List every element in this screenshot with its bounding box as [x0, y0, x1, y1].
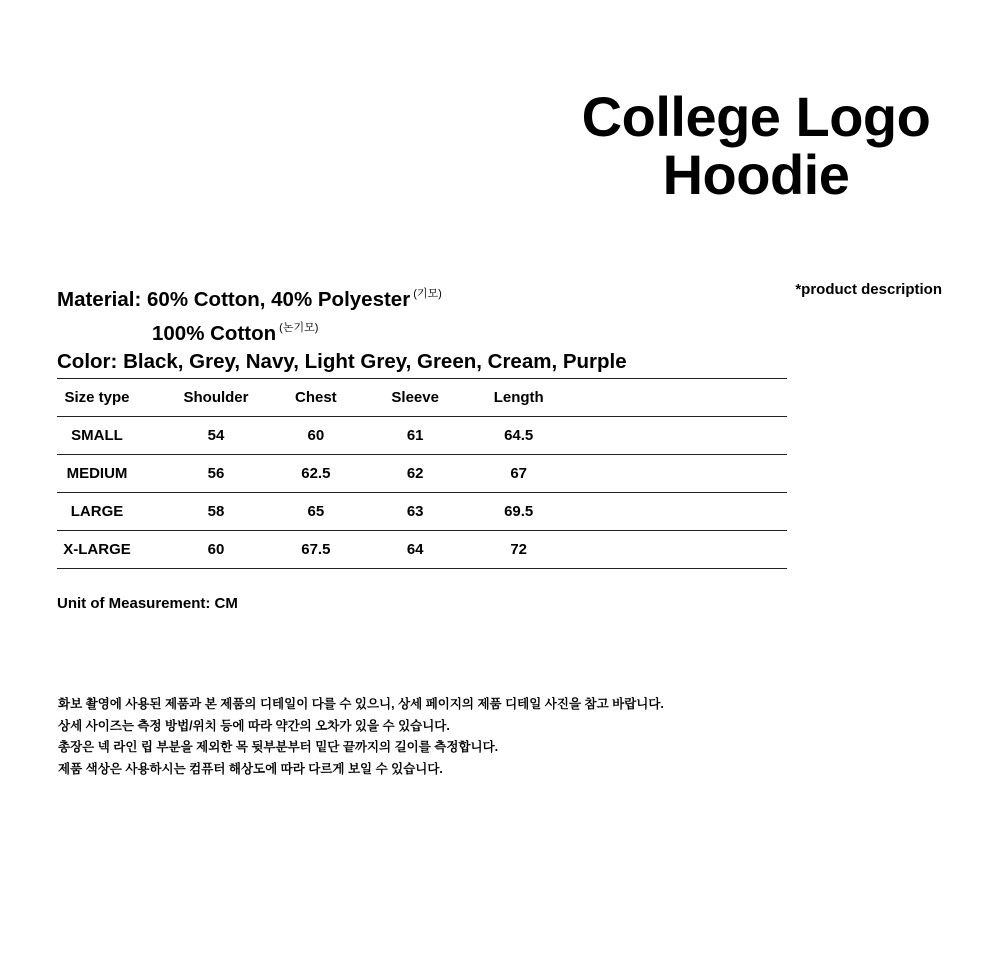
- cell-chest: 60: [295, 417, 337, 455]
- header-chest: Chest: [295, 379, 337, 417]
- material-value-1: 60% Cotton, 40% Polyester: [147, 288, 411, 311]
- header-size-type: Size type: [57, 379, 137, 417]
- cell-shoulder: 54: [137, 417, 295, 455]
- cell-spacer: [544, 455, 787, 493]
- cell-sleeve: 64: [337, 531, 494, 569]
- cell-length: 69.5: [494, 493, 544, 531]
- cell-chest: 67.5: [295, 531, 337, 569]
- cell-spacer: [544, 417, 787, 455]
- header-shoulder: Shoulder: [137, 379, 295, 417]
- table-row: [57, 531, 787, 569]
- cell-sleeve: 63: [337, 493, 494, 531]
- cell-spacer: [544, 493, 787, 531]
- material-color-block: [57, 280, 627, 376]
- color-label: Color:: [57, 350, 118, 373]
- header-length: Length: [494, 379, 544, 417]
- table-row: [57, 417, 787, 455]
- cell-length: 72: [494, 531, 544, 569]
- cell-shoulder: 58: [137, 493, 295, 531]
- note-line: 제품 색상은 사용하시는 컴퓨터 해상도에 따라 다르게 보일 수 있습니다.: [58, 761, 443, 776]
- color-value: Black, Grey, Navy, Light Grey, Green, Cream, Purple: [123, 350, 627, 373]
- material-row-2: [57, 314, 627, 348]
- cell-length: 64.5: [494, 417, 544, 455]
- material-note-1: (기모): [413, 288, 442, 300]
- material-label: Material:: [57, 288, 142, 311]
- size-table: [57, 378, 787, 569]
- table-row: [57, 455, 787, 493]
- header-spacer: [544, 379, 787, 417]
- cell-size: SMALL: [57, 417, 137, 455]
- table-row: [57, 493, 787, 531]
- material-row: [57, 280, 627, 314]
- product-description-label: *product description: [795, 281, 942, 298]
- cell-sleeve: 62: [337, 455, 494, 493]
- cell-shoulder: 56: [137, 455, 295, 493]
- cell-sleeve: 61: [337, 417, 494, 455]
- cell-shoulder: 60: [137, 531, 295, 569]
- note-line: 총장은 넥 라인 립 부분을 제외한 목 뒷부분부터 밑단 끝까지의 길이를 측정합니다.: [58, 740, 499, 754]
- cell-size: MEDIUM: [57, 455, 137, 493]
- note-line: 상세 사이즈는 측정 방법/위치 등에 따라 약간의 오차가 있을 수 있습니다.: [58, 718, 450, 733]
- material-value-2: 100% Cotton: [152, 322, 277, 345]
- cell-chest: 62.5: [295, 455, 337, 493]
- product-title-line-2: Hoodie: [662, 143, 850, 206]
- cell-size: LARGE: [57, 493, 137, 531]
- unit-of-measurement: Unit of Measurement: CM: [57, 595, 238, 612]
- cell-length: 67: [494, 455, 544, 493]
- product-title: [520, 85, 992, 206]
- notes-block: [58, 694, 664, 780]
- cell-spacer: [544, 531, 787, 569]
- product-title-line-1: College Logo: [581, 85, 931, 148]
- material-note-2: (논기모): [279, 322, 319, 334]
- table-header-row: [57, 379, 787, 417]
- header-sleeve: Sleeve: [337, 379, 494, 417]
- note-line: 화보 촬영에 사용된 제품과 본 제품의 디테일이 다를 수 있으니, 상세 페이지의 제품 디테일 사진을 참고 바랍니다.: [58, 697, 664, 711]
- cell-size: X-LARGE: [57, 531, 137, 569]
- color-row: [57, 348, 627, 376]
- cell-chest: 65: [295, 493, 337, 531]
